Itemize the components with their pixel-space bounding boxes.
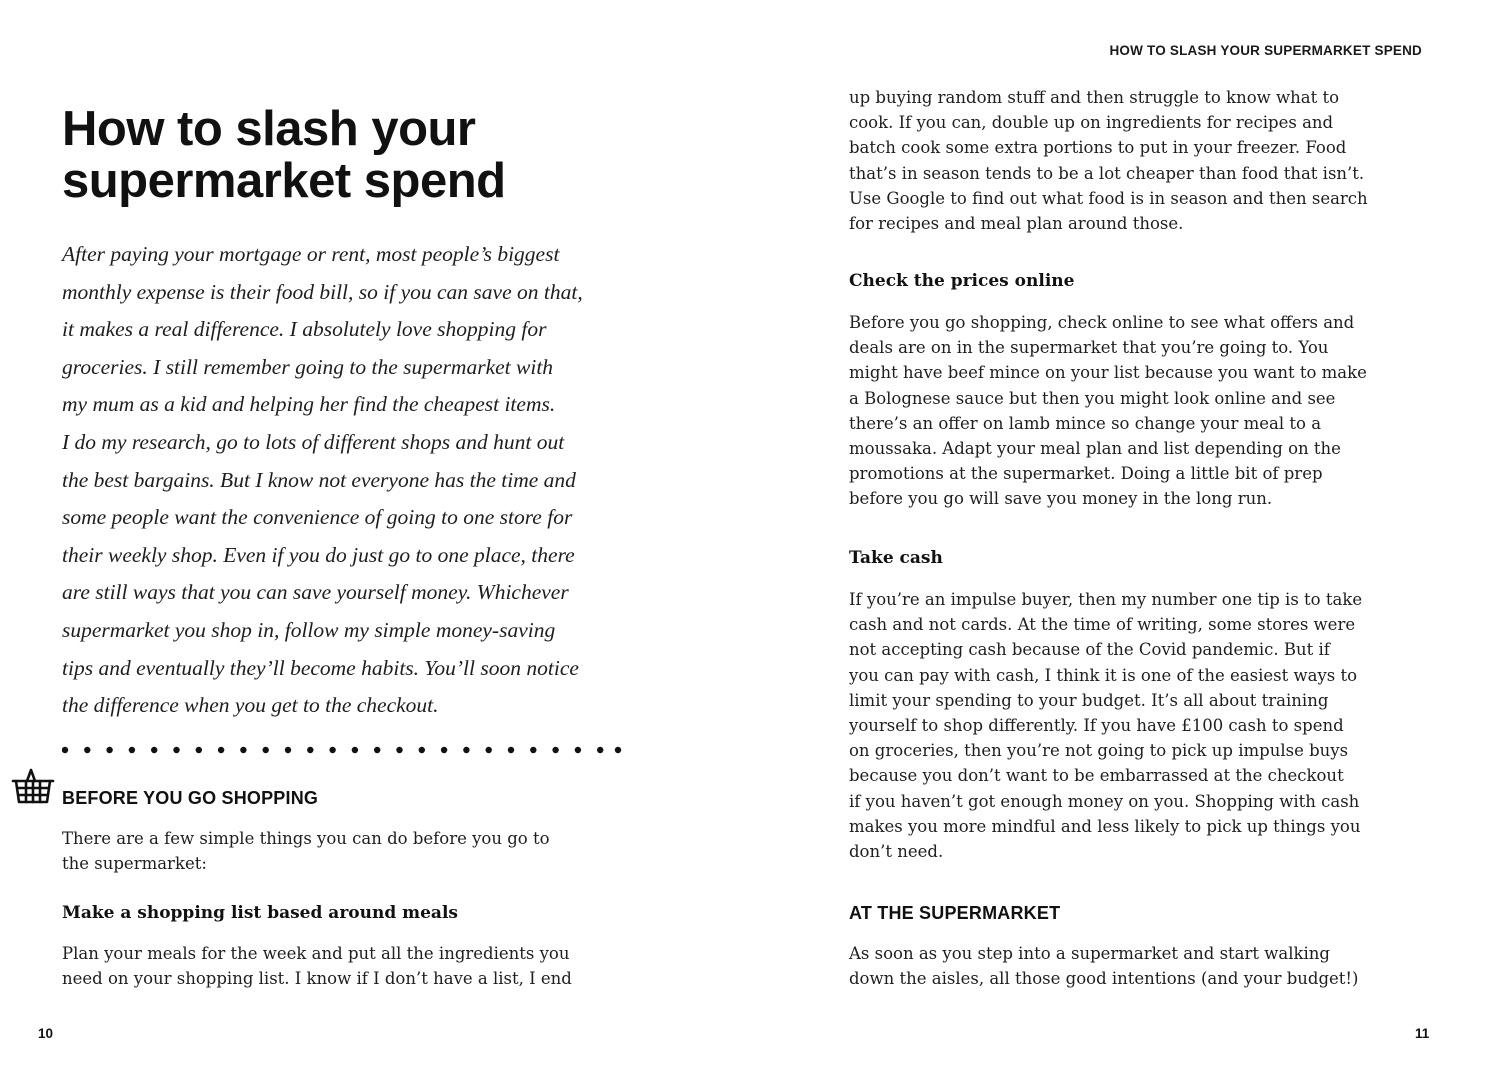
body-line: the supermarket: [62, 854, 207, 874]
body-line: Plan your meals for the week and put all the ingredients you [62, 944, 570, 963]
section-intro [62, 826, 702, 876]
intro-paragraph [62, 236, 722, 725]
body-line: for recipes and meal plan around those. [849, 213, 1184, 233]
intro-line: tips and eventually they’ll become habits. You’ll soon notice [62, 655, 579, 680]
body-line: not accepting cash because of the Covid pandemic. But if [849, 640, 1330, 660]
page-title [62, 103, 702, 207]
body-line: yourself to shop differently. If you have £100 cash to spend [849, 715, 1344, 735]
body-line: before you go will save you money in the long run. [849, 489, 1273, 509]
page-number-right: 11 [1415, 1026, 1430, 1041]
body-line: batch cook some extra portions to put in your freezer. Food [849, 138, 1347, 158]
intro-line: I do my research, go to lots of different shops and hunt out [62, 429, 565, 454]
body-line: moussaka. Adapt your meal plan and list depending on the [849, 438, 1341, 458]
intro-line: my mum as a kid and helping her find the cheapest items. [62, 392, 556, 417]
section-heading-before-shopping: BEFORE YOU GO SHOPPING [62, 788, 319, 808]
intro-line: monthly expense is their food bill, so if you can save on that, [62, 279, 583, 304]
subheading-check-prices: Check the prices online [849, 271, 1075, 291]
body-line: down the aisles, all those good intentions (and your budget!) [849, 969, 1359, 989]
intro-line: supermarket you shop in, follow my simple money-saving [62, 617, 556, 642]
check-prices-paragraph [849, 310, 1449, 512]
body-line: promotions at the supermarket. Doing a little bit of prep [849, 464, 1323, 484]
intro-line: the best bargains. But I know not everyone has the time and [62, 467, 576, 492]
body-line: you can pay with cash, I think it is one of the easiest ways to [849, 665, 1358, 685]
at-supermarket-paragraph [849, 941, 1449, 991]
body-line: Before you go shopping, check online to see what offers and [849, 313, 1355, 332]
body-line: There are a few simple things you can do before you go to [62, 829, 550, 848]
body-line: a Bolognese sauce but then you might look online and see [849, 388, 1336, 408]
shopping-basket-icon [10, 766, 56, 806]
intro-line: are still ways that you can save yourself money. Whichever [62, 580, 569, 605]
body-line: need on your shopping list. I know if I don’t have a list, I end [62, 969, 572, 989]
body-line: might have beef mince on your list because you want to make [849, 363, 1367, 383]
section-heading-at-supermarket: AT THE SUPERMARKET [849, 903, 1061, 923]
continued-paragraph [849, 85, 1449, 236]
shopping-list-paragraph [62, 941, 702, 991]
right-page [750, 0, 1500, 1069]
body-line: cash and not cards. At the time of writing, some stores were [849, 615, 1356, 635]
body-line: there’s an offer on lamb mince so change your meal to a [849, 413, 1322, 433]
body-line: on groceries, then you’re not going to pick up impulse buys [849, 741, 1349, 761]
body-line: don’t need. [849, 841, 944, 861]
intro-line: some people want the convenience of going to one store for [62, 505, 573, 530]
page-number-left: 10 [38, 1026, 54, 1041]
intro-line: their weekly shop. Even if you do just go to one place, there [62, 542, 575, 567]
body-line: limit your spending to your budget. It’s all about training [849, 690, 1329, 710]
intro-line: it makes a real difference. I absolutely love shopping for [62, 317, 547, 342]
body-line: deals are on in the supermarket that you’re going to. You [849, 338, 1329, 358]
body-line: Use Google to find out what food is in season and then search [849, 188, 1368, 208]
body-line: up buying random stuff and then struggle to know what to [849, 88, 1340, 107]
body-line: because you don’t want to be embarrassed at the checkout [849, 766, 1344, 786]
take-cash-paragraph [849, 587, 1449, 864]
title-line: supermarket spend [62, 154, 506, 208]
body-line: As soon as you step into a supermarket and start walking [849, 944, 1330, 963]
intro-line: the difference when you get to the checkout. [62, 693, 439, 718]
intro-line: groceries. I still remember going to the supermarket with [62, 354, 554, 379]
dotted-divider [62, 743, 622, 757]
title-line: How to slash your [62, 102, 476, 156]
body-line: makes you more mindful and less likely to pick up things you [849, 816, 1361, 836]
intro-line: After paying your mortgage or rent, most people’s biggest [62, 242, 560, 266]
body-line: cook. If you can, double up on ingredients for recipes and [849, 113, 1334, 133]
subheading-take-cash: Take cash [849, 548, 943, 568]
body-line: that’s in season tends to be a lot cheaper than food that isn’t. [849, 163, 1365, 183]
body-line: If you’re an impulse buyer, then my number one tip is to take [849, 590, 1363, 609]
subheading-shopping-list: Make a shopping list based around meals [62, 903, 458, 923]
running-header: HOW TO SLASH YOUR SUPERMARKET SPEND [1109, 43, 1422, 58]
body-line: if you haven’t got enough money on you. Shopping with cash [849, 791, 1360, 811]
